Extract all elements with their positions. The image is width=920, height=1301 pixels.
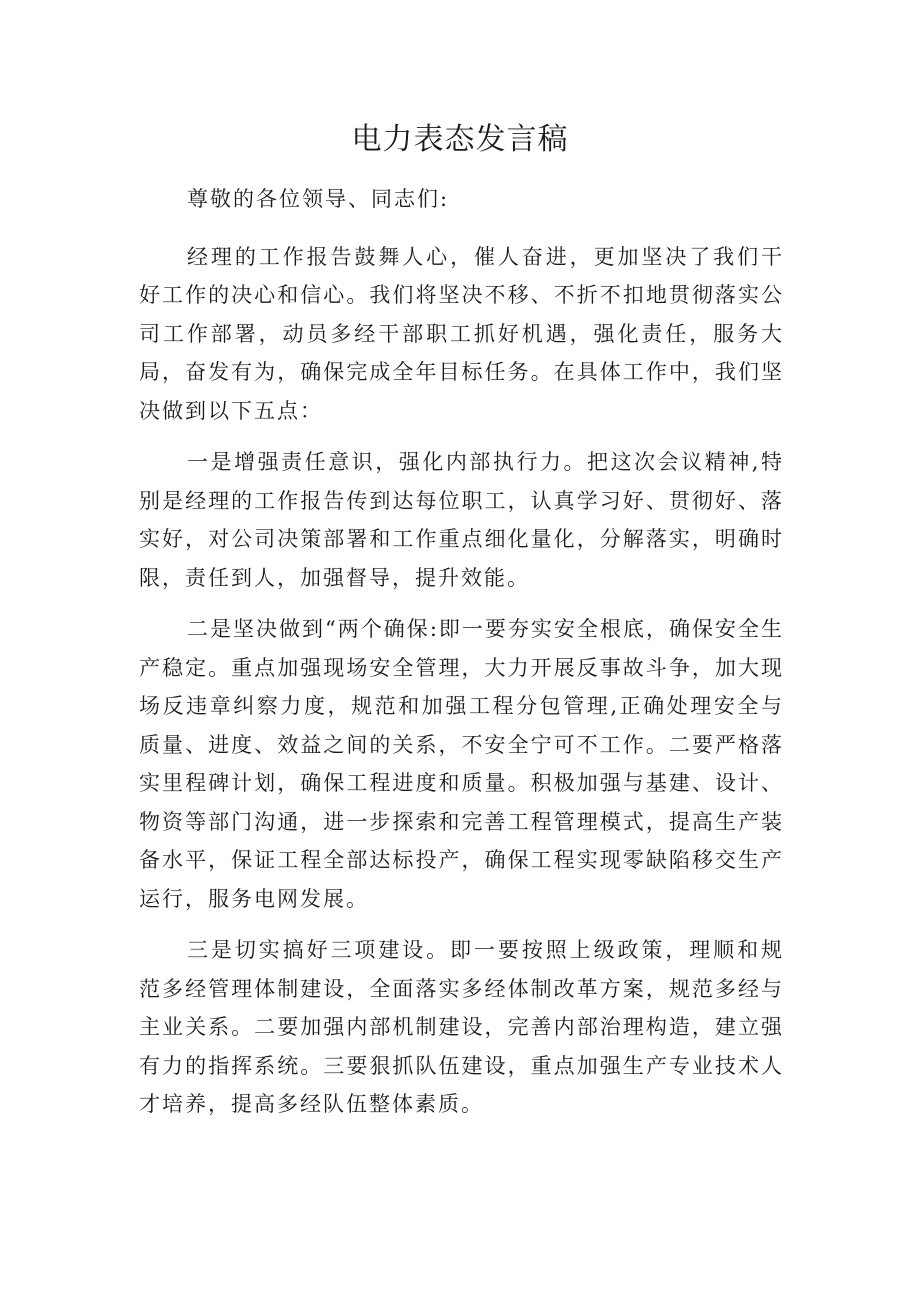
point-one-paragraph: 一是增强责任意识，强化内部执行力。把这次会议精神,特别是经理的工作报告传到达每位职工，认真学习好、贯彻好、落实好，对公司决策部署和工作重点细化量化，分解落实，明确时限，责任到人，加强督导，提升效能。 [139, 450, 784, 590]
document-body [139, 180, 784, 1137]
point-three-paragraph: 三是切实搞好三项建设。即一要按照上级政策，理顺和规范多经管理体制建设，全面落实多经体制改革方案，规范多经与主业关系。二要加强内部机制建设，完善内部治理构造，建立强有力的指挥系统。三要狠抓队伍建设，重点加强生产专业技术人才培养，提高多经队伍整体素质。 [139, 938, 784, 1116]
point-two-paragraph: 二是坚决做到“两个确保:即一要夯实安全根底，确保安全生产稳定。重点加强现场安全管理，大力开展反事故斗争，加大现场反违章纠察力度，规范和加强工程分包管理,正确处理安全与质量、进度、效益之间的关系，不安全宁可不工作。二要严格落实里程碑计划，确保工程进度和质量。积极加强与基建、设计、物资等部门沟通，进一步探索和完善工程管理模式，提高生产装备水平，保证工程全部达标投产，确保工程实现零缺陷移交生产运行，服务电网发展。 [139, 617, 784, 911]
document-title: 电力表态发言稿 [351, 122, 569, 157]
intro-paragraph: 经理的工作报告鼓舞人心，催人奋进，更加坚决了我们干好工作的决心和信心。我们将坚决不移、不折不扣地贯彻落实公司工作部署，动员多经干部职工抓好机遇，强化责任，服务大局，奋发有为，确保完成全年目标任务。在具体工作中，我们坚决做到以下五点： [139, 244, 784, 423]
salutation-paragraph: 尊敬的各位领导、同志们: [187, 187, 450, 211]
